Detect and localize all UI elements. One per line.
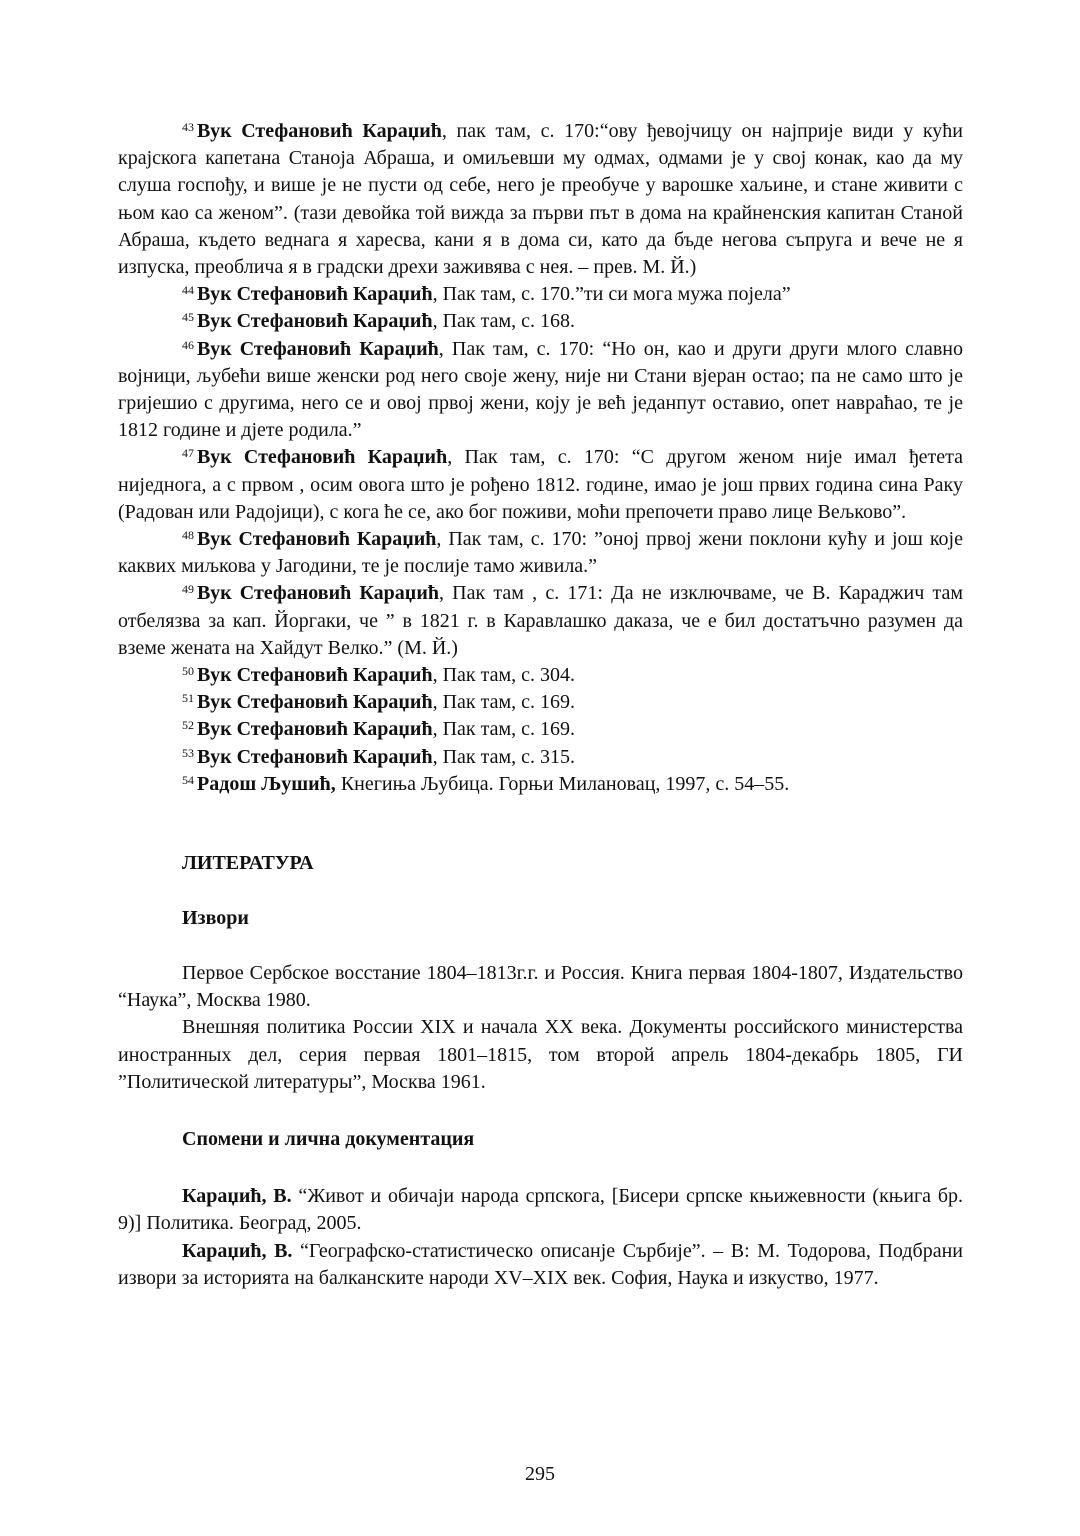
footnote-text: , Пак там, с. 170.”ти си мога мужа појела” — [432, 283, 791, 306]
footnote-number: 53 — [182, 745, 194, 760]
footnote-author: Радош Љушић, — [197, 772, 336, 795]
footnote-number: 54 — [182, 772, 194, 787]
memoir-text: “Географско-статистическо описанје Сърбије”. – В: М. Тодорова, Подбрани извори за историята на балканските народи XV–XIX век. София, Наука и изкуство, 1977. — [118, 1239, 963, 1289]
footnote-text: , Пак там , с. 171: Да не изключваме, че В. Караджич там отбелязва за кап. Йоргаки, че ” в 1821 г. в Каравлашко даказа, че е бил достатъчно разумен да вземе жената на Хайдут Велко.” (М. Й.) — [118, 582, 963, 659]
footnote-number: 49 — [182, 582, 194, 597]
footnote-52 — [118, 716, 963, 743]
footnote-53 — [118, 744, 963, 771]
footnote-text: , Пак там, с. 170: “Но он, као и други други млого славно војници, љубећи више женски род него своје жену, није ни Стани вјеран остао; па не само што је гријешио с другима, него се и овој првој жени, коју је већ једанпут оставио, опет навраћао, те је 1812 године и дјете родила.” — [118, 337, 963, 442]
footnote-author: Вук Стефановић Караџић — [197, 120, 442, 142]
footnote-number: 46 — [182, 337, 194, 352]
footnote-number: 48 — [182, 528, 194, 543]
footnote-author: Вук Стефановић Караџић — [197, 446, 448, 469]
footnote-number: 47 — [182, 446, 194, 461]
footnote-45 — [118, 308, 963, 335]
footnote-text: , Пак там, с. 169. — [432, 691, 576, 714]
literature-heading: ЛИТЕРАТУРА — [182, 852, 314, 875]
footnote-number: 45 — [182, 310, 194, 325]
footnote-author: Вук Стефановић Караџић — [197, 664, 433, 687]
footnote-text: , Пак там, с. 170: ”оној првој жени поклони кућу и још које каквих миљкова у Јагодини, те је послије тамо живила.” — [118, 528, 963, 578]
footnote-51 — [118, 689, 963, 716]
source-entry: Первое Сербское восстание 1804–1813г.г. и Россия. Книга первая 1804-1807, Издательство “Наука”, Москва 1980. — [118, 962, 963, 1012]
footnote-47 — [118, 444, 963, 526]
sources-heading: Извори — [182, 907, 249, 930]
memoirs-heading: Спомени и лична документация — [182, 1128, 475, 1151]
footnote-author: Вук Стефановић Караџић — [197, 582, 439, 605]
footnote-author: Вук Стефановић Караџић — [197, 745, 433, 768]
footnote-50 — [118, 662, 963, 689]
page-number: 295 — [525, 1463, 555, 1485]
footnote-44 — [118, 281, 963, 308]
footnote-text: , Пак там, с. 169. — [432, 718, 576, 741]
footnote-author: Вук Стефановић Караџић — [197, 310, 433, 333]
memoir-author: Караџић, В. — [182, 1185, 292, 1208]
footnote-48 — [118, 526, 963, 580]
source-entry: Внешняя политика России XIX и начала XX века. Документы российского министерства иностранных дел, серия первая 1801–1815, том второй апрель 1804-декабрь 1805, ГИ ”Политической литературы”, Москва 1961. — [118, 1016, 963, 1093]
footnote-46 — [118, 336, 963, 445]
footnote-author: Вук Стефановић Караџић — [197, 337, 439, 360]
footnote-49 — [118, 580, 963, 662]
footnote-author: Вук Стефановић Караџић — [197, 528, 437, 551]
footnote-number: 50 — [182, 664, 194, 679]
footnote-number: 51 — [182, 691, 194, 706]
memoir-entry — [118, 1183, 963, 1237]
literature-section — [118, 850, 963, 1292]
footnote-text: , Пак там, с. 168. — [432, 310, 576, 333]
footnote-author: Вук Стефановић Караџић — [197, 691, 433, 714]
footnote-number: 43 — [182, 120, 194, 134]
footnote-43 — [118, 118, 963, 281]
memoir-entry — [118, 1238, 963, 1292]
page-body — [118, 118, 963, 1292]
footnote-number: 52 — [182, 718, 194, 733]
footnote-text: , Пак там, с. 304. — [432, 664, 576, 687]
footnote-text: Кнегиња Љубица. Горњи Милановац, 1997, с. 54–55. — [335, 772, 790, 795]
footnote-text: , Пак там, с. 170: “С другом женом није имал ђетета ниједнога, а с првом , осим овога што је рођено 1812. године, имао је још првих година сина Раку (Радован или Радојици), с кога ће се, ако бог поживи, моћи препочети право лице Вељково”. — [118, 446, 963, 523]
footnote-author: Вук Стефановић Караџић — [197, 718, 433, 741]
footnote-text: , пак там, с. 170:“ову ђевојчицу он најприје види у кући крајскога капетана Станоја Абраша, и омиљевши му одмах, одмами је у свој конак, као да му слуша госпођу, и више је не пусти од себе, него је преобуче у варошке хаљине, и стане живити с њом као са женом”. (тази девойка той вижда за първи път в дома на крайненския капитан Станой Абраша, където веднага я харесва, кани я в дома си, като да бъде негова съпруга и вече не я изпуска, преоблича я в градски дрехи заживява с нея. – прев. М. Й.) — [118, 120, 963, 279]
footnotes — [118, 118, 963, 798]
memoir-author: Караџић, В. — [182, 1239, 293, 1262]
footnote-text: , Пак там, с. 315. — [432, 745, 576, 768]
footnote-number: 44 — [182, 283, 194, 298]
footnote-author: Вук Стефановић Караџић — [197, 283, 433, 306]
memoir-text: “Живот и обичаји народа српскога, [Бисери српске књижевности (књига бр. 9)] Политика. Београд, 2005. — [118, 1185, 963, 1235]
footnote-54 — [118, 771, 963, 798]
